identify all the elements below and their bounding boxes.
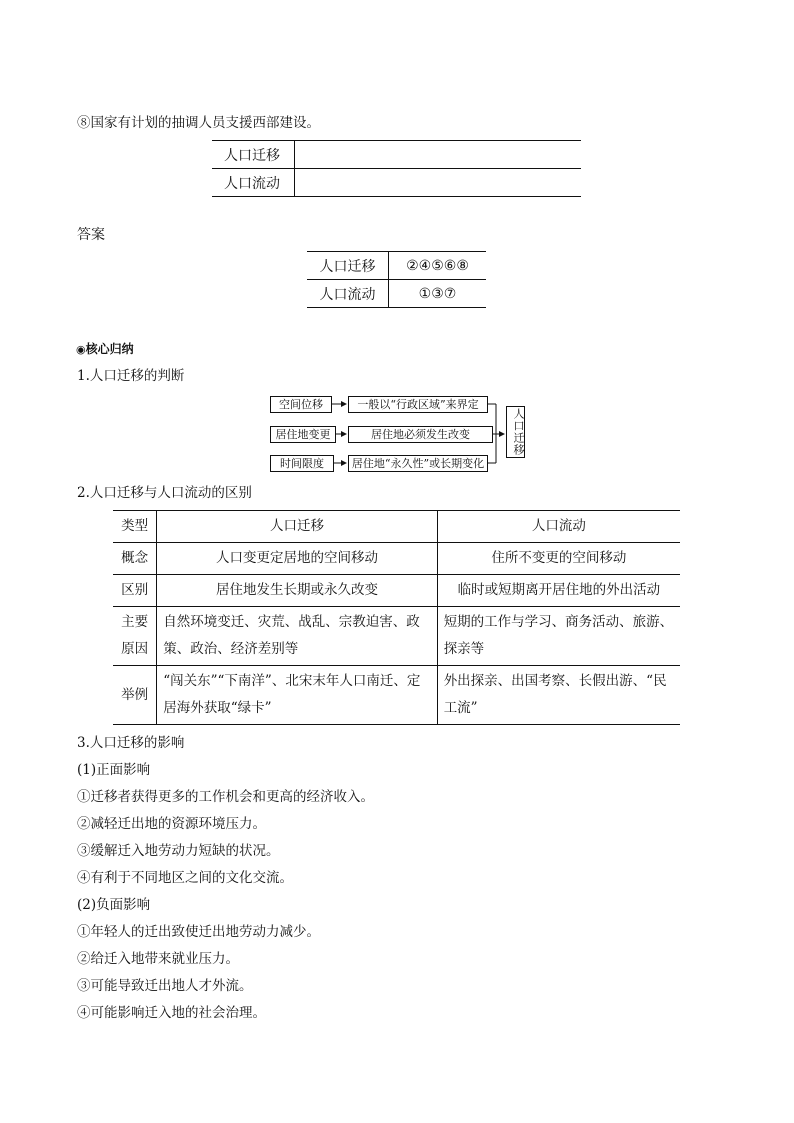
list-item: ③可能导致迁出地人才外流。	[77, 978, 253, 994]
table-cell: 住所不变更的空间移动	[437, 543, 680, 575]
diagram-box: 空间位移	[270, 396, 332, 413]
table-cell: 外出探亲、出国考察、长假出游、“民工流”	[437, 666, 680, 725]
negative-title: (2)负面影响	[77, 897, 151, 913]
positive-title: (1)正面影响	[77, 762, 151, 778]
section-core-title: 核心归纳	[85, 342, 134, 356]
table-cell-label: 人口流动	[307, 280, 389, 308]
heading-difference: 2.人口迁移与人口流动的区别	[77, 485, 252, 501]
table-cell: 自然环境变迁、灾荒、战乱、宗教迫害、政策、政治、经济差别等	[157, 607, 437, 666]
list-item: ④有利于不同地区之间的文化交流。	[77, 870, 293, 886]
table-cell-label: 人口迁移	[212, 141, 295, 169]
table-cell-label: 区别	[113, 575, 157, 607]
table-cell: 临时或短期离开居住地的外出活动	[437, 575, 680, 607]
table-header-cell: 人口流动	[437, 511, 680, 543]
diagram-box: 居住地变更	[270, 426, 336, 443]
table-cell: 居住地发生长期或永久改变	[157, 575, 437, 607]
question-table	[212, 140, 581, 197]
table-cell-value	[295, 169, 582, 197]
list-item: ①年轻人的迁出致使迁出地劳动力减少。	[77, 924, 320, 940]
play-circle-icon: ◉	[76, 343, 86, 356]
table-row	[212, 169, 581, 197]
table-cell: 人口变更定居地的空间移动	[157, 543, 437, 575]
table-cell-label: 概念	[113, 543, 157, 575]
answer-table	[307, 251, 486, 308]
diagram-box: 时间限度	[270, 455, 334, 472]
heading-judgement: 1.人口迁移的判断	[77, 368, 185, 384]
table-row	[212, 141, 581, 169]
heading-impact: 3.人口迁移的影响	[77, 735, 185, 751]
table-cell-label: 人口迁移	[307, 252, 389, 280]
table-row	[113, 543, 680, 575]
table-cell-label: 主要原因	[113, 607, 157, 666]
section-core-heading	[76, 340, 134, 359]
table-header-cell: 人口迁移	[157, 511, 437, 543]
diagram-box: 居住地必须发生改变	[348, 426, 493, 443]
table-row	[113, 607, 680, 666]
table-cell-label: 人口流动	[212, 169, 295, 197]
table-cell-value	[295, 141, 582, 169]
table-row	[113, 666, 680, 725]
diagram-result-box: 人口迁移	[506, 406, 525, 458]
table-row	[307, 252, 486, 280]
diagram-box: 居住地“永久性”或长期变化	[348, 455, 488, 472]
diagram-box: 一般以“行政区域”来界定	[348, 396, 488, 413]
intro-line: ⑧国家有计划的抽调人员支援西部建设。	[77, 115, 320, 131]
comparison-table	[113, 510, 680, 725]
table-row	[113, 575, 680, 607]
list-item: ②减轻迁出地的资源环境压力。	[77, 816, 266, 832]
list-item: ③缓解迁入地劳动力短缺的状况。	[77, 843, 280, 859]
answer-label: 答案	[77, 227, 105, 243]
table-header-cell: 类型	[113, 511, 157, 543]
table-cell-value: ①③⑦	[389, 280, 487, 308]
list-item: ①迁移者获得更多的工作机会和更高的经济收入。	[77, 789, 374, 805]
table-cell: “闯关东”“下南洋”、北宋末年人口南迁、定居海外获取“绿卡”	[157, 666, 437, 725]
list-item: ④可能影响迁入地的社会治理。	[77, 1005, 266, 1021]
table-cell-value: ②④⑤⑥⑧	[389, 252, 487, 280]
table-header-row	[113, 511, 680, 543]
table-row	[307, 280, 486, 308]
table-cell: 短期的工作与学习、商务活动、旅游、探亲等	[437, 607, 680, 666]
list-item: ②给迁入地带来就业压力。	[77, 951, 239, 967]
table-cell-label: 举例	[113, 666, 157, 725]
